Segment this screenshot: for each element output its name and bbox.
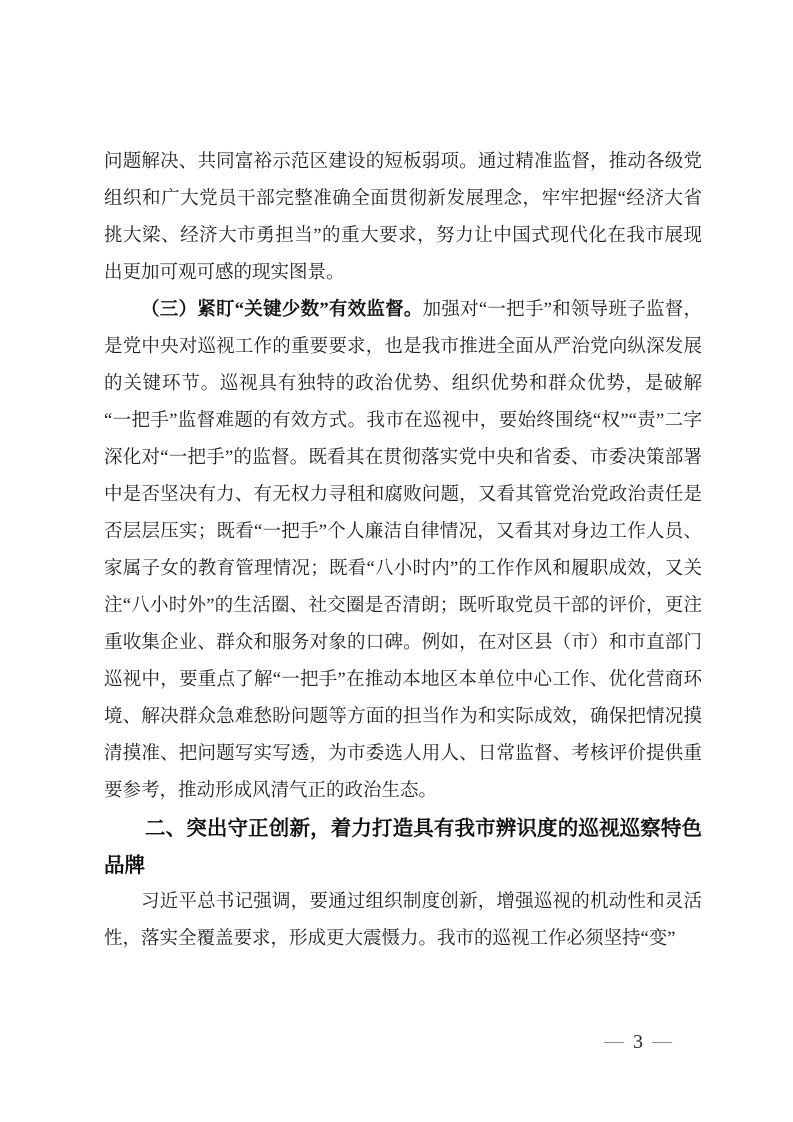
section-heading-two: 二、突出守正创新，着力打造具有我市辨识度的巡视巡察特色品牌 <box>104 817 702 877</box>
paragraph-continuation: 问题解决、共同富裕示范区建设的短板弱项。通过精准监督，推动各级党组织和广大党员干部完整准确全面贯彻新发展理念，牢牢把握“经济大省挑大梁、经济大市勇担当”的重大要求，努力让中国式现代化在我市展现出更加可观可感的现实图景。 <box>104 152 702 283</box>
page-number-dash-left: — <box>604 1029 624 1052</box>
page-number-value: 3 <box>633 1030 643 1053</box>
paragraph-section-three-lead: （三）紧盯“关键少数”有效监督。 <box>141 300 423 320</box>
page-number <box>604 1030 672 1054</box>
document-body <box>104 144 702 958</box>
paragraph-quote: 习近平总书记强调，要通过组织制度创新，增强巡视的机动性和灵活性，落实全覆盖要求，形成更大震慑力。我市的巡视工作必须坚持“变” <box>104 892 702 949</box>
page-number-dash-right: — <box>652 1029 672 1052</box>
paragraph-section-three-text: 加强对“一把手”和领导班子监督，是党中央对巡视工作的重要要求，也是我市推进全面从严治党向纵深发展的关键环节。巡视具有独特的政治优势、组织优势和群众优势，是破解“一把手”监督难题的有效方式。我市在巡视中，要始终围绕“权”“责”二字深化对“一把手”的监督。既看其在贯彻落实党中央和省委、市委决策部署中是否坚决有力、有无权力寻租和腐败问题，又看其管党治党政治责任是否层层压实；既看“一把手”个人廉洁自律情况，又看其对身边工作人员、家属子女的教育管理情况；既看“八小时内”的工作作风和履职成效，又关注“八小时外”的生活圈、社交圈是否清朗；既听取党员干部的评价，更注重收集企业、群众和服务对象的口碑。例如，在对区县（市）和市直部门巡视中，要重点了解“一把手”在推动本地区本单位中心工作、优化营商环境、解决群众急难愁盼问题等方面的担当作为和实际成效，确保把情况摸清摸准、把问题写实写透，为市委选人用人、日常监督、考核评价提供重要参考，推动形成风清气正的政治生态。 <box>104 300 702 801</box>
paragraph-section-three <box>104 292 702 810</box>
